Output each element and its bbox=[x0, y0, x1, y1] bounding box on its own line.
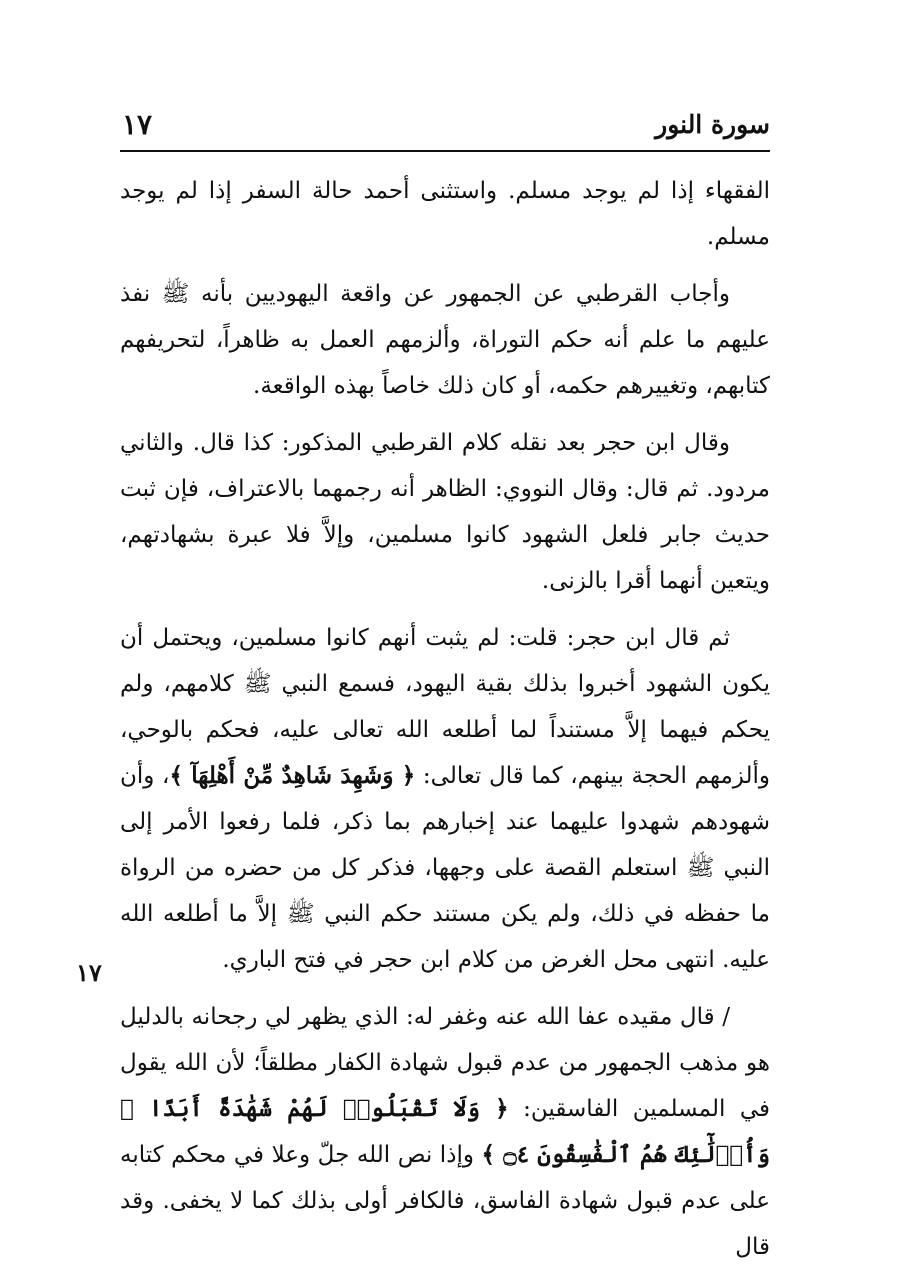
page-body bbox=[120, 168, 770, 1281]
paragraph-4 bbox=[120, 615, 770, 983]
paragraph-5 bbox=[120, 994, 770, 1270]
page-number: ١٧ bbox=[122, 108, 153, 141]
paragraph-5-text-a: / قال مقيده عفا الله عنه وغفر له: الذي يظهر لي رجحانه بالدليل هو مذهب الجمهور من عدم قبول شهادة الكفار مطلقاً؛ لأن الله يقول في المسلمين الفاسقين: bbox=[120, 1004, 770, 1122]
paragraph-2: وأجاب القرطبي عن الجمهور عن واقعة اليهوديين بأنه ﷺ نفذ عليهم ما علم أنه حكم التوراة، وألزمهم العمل به ظاهراً، لتحريفهم كتابهم، وتغييرهم حكمه، أو كان ذلك خاصاً بهذه الواقعة. bbox=[120, 281, 770, 399]
page-header bbox=[120, 108, 770, 148]
quran-verse-1: ﴿ وَشَهِدَ شَاهِدٌ مِّنْ أَهْلِهَآ ﴾ bbox=[169, 762, 416, 789]
quran-verse-2: ﴿ وَلَا تَقْبَلُوا۟ لَهُمْ شَهَٰدَةً أَبَدًا ۚ وَأُو۟لَٰٓئِكَ هُمُ ٱلْفَٰسِقُونَ ۝٤ ﴾ bbox=[120, 1095, 771, 1168]
surah-title: سورة النور bbox=[655, 110, 770, 139]
header-rule bbox=[120, 150, 770, 152]
paragraph-4-text-a: ثم قال ابن حجر: قلت: لم يثبت أنهم كانوا مسلمين، ويحتمل أن يكون الشهود أخبروا بذلك بقية اليهود، فسمع النبي ﷺ كلامهم، ولم يحكم فيهما إلاَّ مستنداً لما أطلعه الله تعالى عليه، فحكم بالوحي، وألزمهم الحجة بينهم، كما قال تعالى: bbox=[120, 625, 771, 789]
paragraph-5-text-b: وإذا نص الله جلّ وعلا في محكم كتابه على عدم قبول شهادة الفاسق، فالكافر أولى بذلك كما لا يخفى. وقد قال bbox=[120, 1142, 770, 1260]
paragraph-3: وقال ابن حجر بعد نقله كلام القرطبي المذكور: كذا قال. والثاني مردود. ثم قال: وقال النووي: الظاهر أنه رجمهما بالاعتراف، فإن ثبت حديث جابر فلعل الشهود كانوا مسلمين، وإلاَّ فلا عبرة بشهادتهم، ويتعين أنهما أقرا بالزنى. bbox=[120, 430, 770, 594]
paragraph-4-text-b: ، وأن شهودهم شهدوا عليهما عند إخبارهم بما ذكر، فلما رفعوا الأمر إلى النبي ﷺ استعلم القصة على وجهها، فذكر كل من حضره من الرواة ما حفظه في ذلك، ولم يكن مستند حكم النبي ﷺ إلاَّ ما أطلعه الله عليه. انتهى محل الغرض من كلام ابن حجر في فتح الباري. bbox=[120, 763, 770, 973]
margin-page-reference: ١٧ bbox=[76, 958, 102, 987]
paragraph-1: الفقهاء إذا لم يوجد مسلم. واستثنى أحمد حالة السفر إذا لم يوجد مسلم. bbox=[120, 178, 770, 250]
